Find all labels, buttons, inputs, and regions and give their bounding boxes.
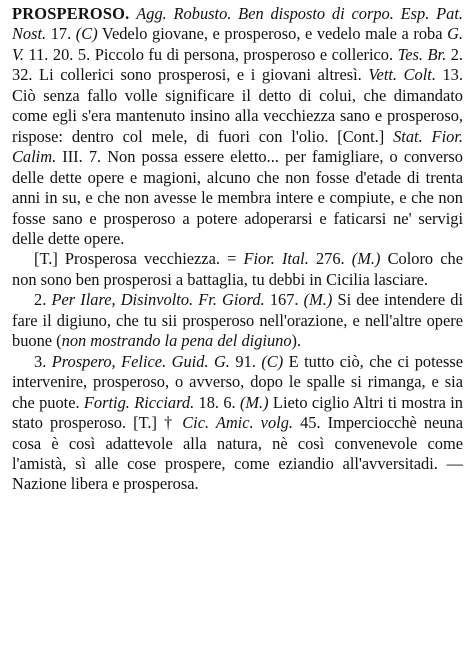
- citation-text: (M.): [351, 249, 381, 269]
- body-text: 276.: [308, 249, 352, 269]
- citation-text: Vett. Colt.: [368, 65, 436, 85]
- citation-text: Fortig. Ricciard.: [83, 392, 195, 412]
- citation-text: non mostrando la pena del digiuno: [61, 331, 292, 351]
- citation-text: Prospero, Felice. Guid. G.: [51, 351, 230, 371]
- body-text: Lieto ciglio Altri ti mostra in stato prosperoso. [T.] †: [12, 392, 464, 433]
- citation-text: (M.): [239, 392, 269, 412]
- body-text: 3.: [34, 351, 52, 371]
- entry-definition-usage: [12, 249, 463, 290]
- citation-text: Fior. Ital.: [243, 249, 309, 269]
- citation-text: (C): [261, 351, 284, 371]
- body-text: Si dee intendere di fare il digiuno, che tu sii prosperoso nell'orazione, e nell'altre opere buone (: [12, 290, 464, 351]
- citation-text: (M.): [303, 290, 333, 310]
- body-text: [T.] Prosperosa vecchiezza. =: [34, 249, 244, 269]
- dictionary-entry: [12, 4, 463, 495]
- body-text: Coloro che non sono ben prosperosi a battaglia, tu debbi in Cicilia lasciare.: [12, 249, 463, 289]
- entry-headword: PROSPEROSO.: [12, 4, 130, 23]
- citation-text: Tes. Br.: [397, 44, 447, 64]
- entry-sense-2: [12, 290, 463, 351]
- body-text: 13. Ciò senza fallo volle significare il detto di colui, che dimandato come egli s'era mantenuto insino alla vecchiezza sano e prosperoso, rispose: dentro col mele, di fuori con l'olio. [Cont.]: [12, 65, 463, 146]
- citation-text: Cic. Amic. volg.: [182, 413, 293, 433]
- citation-text: (C): [75, 24, 98, 44]
- body-text: 45. Imperciocchè neuna cosa è così adattevole alla natura, nè così convenevole come l'amistà, sì alle cose prospere, come eziandio all'avversitadi. — Nazione libera e prosperosa.: [12, 413, 463, 494]
- citation-text: G. V.: [12, 24, 463, 64]
- body-text: 2. 32. Li collerici sono prosperosi, e i giovani altresì.: [12, 44, 463, 85]
- body-text: 18. 6.: [194, 392, 240, 412]
- citation-text: Per Ilare, Disinvolto. Fr. Giord.: [51, 290, 265, 310]
- entry-sense-3: [12, 352, 463, 495]
- body-text: 167.: [264, 290, 304, 310]
- entry-definition-1: [12, 4, 463, 249]
- body-text: 11. 20. 5. Piccolo fu di persona, prosperoso e collerico.: [24, 44, 398, 64]
- body-text: 2.: [34, 290, 52, 310]
- body-text: 17.: [46, 24, 76, 44]
- body-text: III. 7. Non possa essere eletto... per famigliare, o converso delle dette opere e magioni, alcuno che non fosse d'etade di trenta anni in su, e che non avesse le membra intere e compiute, e che non fosse sano e prosperoso a potere adoperarsi e faticarsi ne' servigi delle dette opere.: [12, 147, 463, 248]
- citation-text: Stat. Fior. Calim.: [12, 126, 463, 167]
- body-text: ).: [291, 331, 302, 351]
- citation-text: Agg. Robusto. Ben disposto di corpo. Esp. Pat. Nost.: [12, 4, 463, 44]
- body-text: 91.: [229, 351, 262, 371]
- body-text: E tutto ciò, che ci potesse intervenire, prosperoso, o avverso, dopo le spalle si rimanga, e sia che puote.: [12, 351, 463, 412]
- body-text: Vedelo giovane, e prosperoso, e vedelo male a roba: [97, 24, 448, 44]
